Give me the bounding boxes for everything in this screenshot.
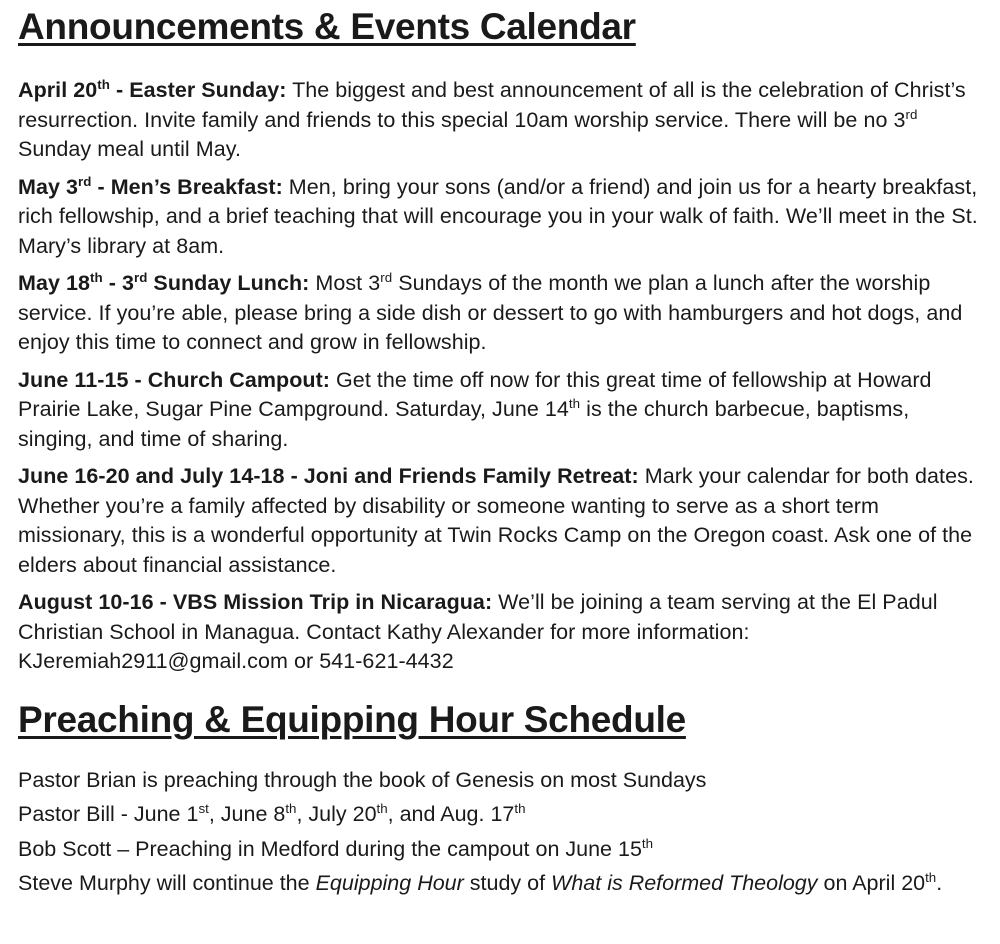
preaching-schedule	[18, 763, 982, 901]
event-body: The biggest and best announcement of all is the celebration of Christ’s resurrection. Invite family and friends to this special 10am worship service. There will be no 3	[18, 78, 966, 132]
event-sunday-lunch: May 18th - 3rd Sunday Lunch: Most 3rd Sundays of the month we plan a lunch after the worship service. If you’re able, please bring a side dish or dessert to go with hamburgers and hot dogs, and enjoy this time to connect and grow in fellowship.	[18, 270, 963, 354]
event-title: June 16-20 and July 14-18 - Joni and Friends Family Retreat:	[18, 464, 639, 488]
event-body: Men, bring your sons (and/or a friend) and join us for a hearty breakfast, rich fellowship, and a brief teaching that will encourage you in your walk of faith. We’ll meet in the St. Mary’s library at 8am.	[18, 174, 978, 258]
schedule-line-steve-murphy: Steve Murphy will continue the Equipping Hour study of What is Reformed Theology on April 20th.	[18, 870, 943, 895]
event-easter: April 20th - Easter Sunday: The biggest and best announcement of all is the celebration of Christ’s resurrection. Invite family and friends to this special 10am worship service. There will be no 3rd Sunday meal until May.	[18, 77, 966, 161]
event-church-campout: June 11-15 - Church Campout: Get the time off now for this great time of fellowship at Howard Prairie Lake, Sugar Pine Campground. Saturday, June 14th is the church barbecue, baptisms, singing, and time of sharing.	[18, 367, 932, 451]
schedule-heading: Preaching & Equipping Hour Schedule	[18, 698, 686, 740]
schedule-line-bob-scott: Bob Scott – Preaching in Medford during the campout on June 15th	[18, 835, 654, 861]
event-title: June 11-15 - Church Campout:	[18, 367, 331, 392]
events-list	[18, 76, 982, 677]
event-family-retreat	[18, 462, 982, 580]
event-title: May 3rd - Men’s Breakfast:	[18, 173, 283, 199]
event-title: April 20th - Easter Sunday:	[18, 77, 287, 102]
announcements-heading: Announcements & Events Calendar	[18, 6, 636, 47]
event-body: Mark your calendar for both dates. Whether you’re a family affected by disability or someone wanting to serve as a short term missionary, this is a wonderful opportunity at Twin Rocks Camp on the Oregon coast. Ask one of the elders about financial assistance.	[18, 464, 974, 577]
event-body: We’ll be joining a team serving at the El Padul Christian School in Managua. Contact Kathy Alexander for more information: KJeremiah2911@gmail.com or 541-621-4432	[18, 590, 938, 673]
schedule-line-pastor-brian: Pastor Brian is preaching through the book of Genesis on most Sundays	[18, 767, 707, 792]
event-body: Most 3	[309, 271, 381, 295]
event-mens-breakfast	[18, 173, 982, 262]
schedule-line-pastor-bill: Pastor Bill - June 1st, June 8th, July 20th, and Aug. 17th	[18, 801, 526, 826]
event-title: May 18th - 3rd Sunday Lunch:	[18, 270, 310, 295]
event-title: August 10-16 - VBS Mission Trip in Nicaragua:	[18, 590, 493, 614]
event-body: Get the time off now for this great time of fellowship at Howard Prairie Lake, Sugar Pine Campground. Saturday, June 14	[18, 367, 932, 421]
event-vbs-mission-trip	[18, 588, 982, 677]
